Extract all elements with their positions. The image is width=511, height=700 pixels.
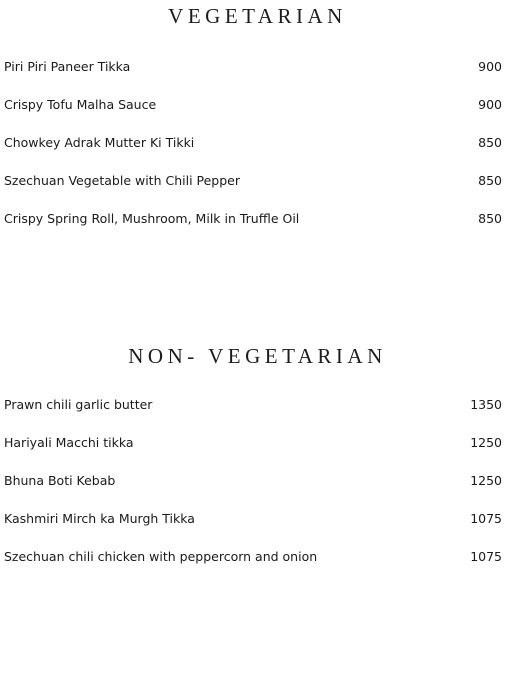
menu-item-price: 1075 xyxy=(470,549,502,564)
menu-item-name: Szechuan chili chicken with peppercorn and onion xyxy=(4,549,318,564)
menu-item-name: Chowkey Adrak Mutter Ki Tikki xyxy=(4,135,195,150)
menu-item xyxy=(0,173,511,211)
menu-item-name: Prawn chili garlic butter xyxy=(4,397,153,412)
menu-item-name: Crispy Tofu Malha Sauce xyxy=(4,97,157,112)
menu-item xyxy=(0,473,511,511)
menu-item-name: Hariyali Macchi tikka xyxy=(4,435,134,450)
menu-item-price: 1350 xyxy=(470,397,502,412)
menu-item-price: 1250 xyxy=(470,435,502,450)
menu-item xyxy=(0,511,511,549)
menu-item-name: Szechuan Vegetable with Chili Pepper xyxy=(4,173,241,188)
menu-item-name: Kashmiri Mirch ka Murgh Tikka xyxy=(4,511,195,526)
non-vegetarian-section xyxy=(0,340,511,587)
menu-item-name: Bhuna Boti Kebab xyxy=(4,473,116,488)
menu-item-price: 1075 xyxy=(470,511,502,526)
menu-item xyxy=(0,435,511,473)
menu-item xyxy=(0,59,511,97)
menu-item-price: 900 xyxy=(478,97,502,112)
section-title-non-vegetarian: NON- VEGETARIAN xyxy=(128,344,387,368)
menu-item-name: Crispy Spring Roll, Mushroom, Milk in Truffle Oil xyxy=(4,211,300,226)
menu-item-price: 850 xyxy=(478,211,502,226)
vegetarian-section xyxy=(0,0,511,249)
menu-item xyxy=(0,549,511,587)
non-vegetarian-item-list xyxy=(0,397,511,587)
section-title-vegetarian: VEGETARIAN xyxy=(168,4,347,28)
menu-item-price: 850 xyxy=(478,135,502,150)
menu-item-name: Piri Piri Paneer Tikka xyxy=(4,59,131,74)
menu-item-price: 900 xyxy=(478,59,502,74)
vegetarian-item-list xyxy=(0,59,511,249)
menu-item xyxy=(0,97,511,135)
menu-item-price: 850 xyxy=(478,173,502,188)
menu-item-price: 1250 xyxy=(470,473,502,488)
menu-item xyxy=(0,211,511,249)
menu-item xyxy=(0,397,511,435)
menu-item xyxy=(0,135,511,173)
